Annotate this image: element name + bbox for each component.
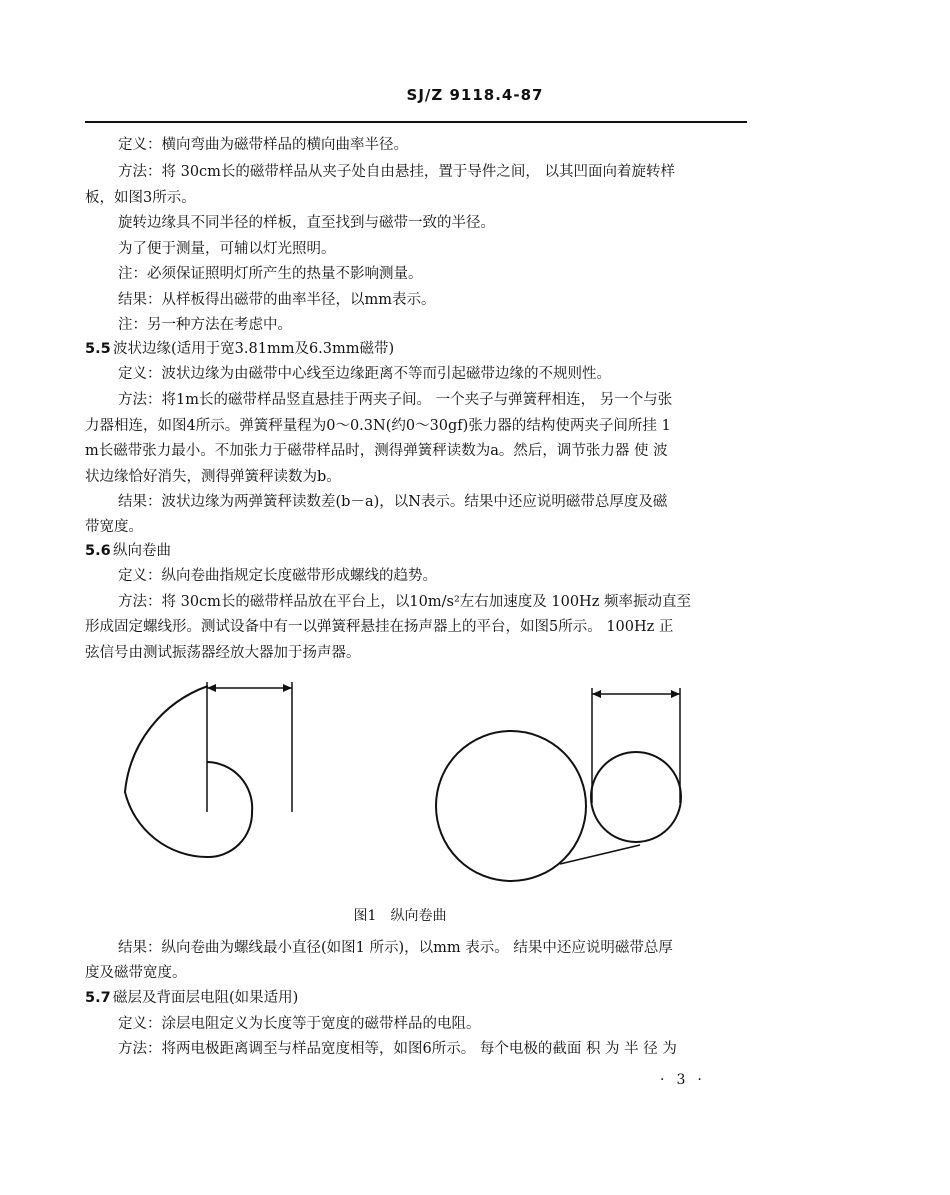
paragraph: m长磁带张力最小。不加张力于磁带样品时，测得弹簧秤读数为a。然后，调节张力器 使 波 bbox=[85, 443, 668, 459]
arrow-head bbox=[207, 684, 216, 692]
section-number: 5.5 bbox=[85, 341, 111, 357]
paragraph: 注：另一种方法在考虑中。 bbox=[118, 317, 292, 333]
figure-caption: 图1 纵向卷曲 bbox=[353, 908, 447, 924]
section-title: 波状边缘(适用于宽3.81mm及6.3mm磁带) bbox=[113, 341, 395, 357]
paragraph: 结果：从样板得出磁带的曲率半径，以mm表示。 bbox=[118, 292, 436, 308]
spiral-curve bbox=[125, 686, 252, 857]
arrow-head bbox=[671, 690, 680, 698]
paragraph: 为了便于测量，可辅以灯光照明。 bbox=[118, 241, 336, 257]
section-title: 纵向卷曲 bbox=[113, 543, 171, 559]
paragraph: 结果：纵向卷曲为螺线最小直径(如图1 所示)，以mm 表示。 结果中还应说明磁带总厚 bbox=[118, 940, 673, 956]
page-number: ·3· bbox=[660, 1072, 714, 1088]
section-heading-5-7 bbox=[85, 986, 745, 1012]
page-number-value: 3 bbox=[676, 1072, 698, 1088]
paragraph: 方法：将 30cm长的磁带样品从夹子处自由悬挂，置于导件之间， 以其凹面向着旋转样 bbox=[118, 164, 676, 180]
paragraph: 定义：涂层电阻定义为长度等于宽度的磁带样品的电阻。 bbox=[118, 1016, 481, 1032]
paragraph: 旋转边缘具不同半径的样板，直至找到与磁带一致的半径。 bbox=[118, 215, 495, 231]
tape-tail-line bbox=[560, 845, 640, 864]
paragraph: 板，如图3所示。 bbox=[85, 190, 196, 206]
small-circle bbox=[591, 752, 681, 842]
paragraph: 状边缘恰好消失，测得弹簧秤读数为b。 bbox=[85, 469, 341, 485]
paragraph: 带宽度。 bbox=[85, 519, 143, 535]
paragraph: 方法：将 30cm长的磁带样品放在平台上，以10m/s²左右加速度及 100Hz 频率振动直至 bbox=[118, 594, 691, 610]
large-circle bbox=[436, 731, 586, 881]
section-title: 磁层及背面层电阻(如果适用) bbox=[113, 990, 299, 1006]
paragraph: 力器相连，如图4所示。弹簧秤量程为0～0.3N(约0～30gf)张力器的结构使两夹子间所挂 1 bbox=[85, 418, 671, 434]
section-number: 5.6 bbox=[85, 543, 111, 559]
paragraph: 注：必须保证照明灯所产生的热量不影响测量。 bbox=[118, 266, 423, 282]
paragraph: 方法：将1m长的磁带样品竖直悬挂于两夹子间。 一个夹子与弹簧秤相连， 另一个与张 bbox=[118, 392, 673, 408]
paragraph: 结果：波状边缘为两弹簧秤读数差(b－a)，以N表示。结果中还应说明磁带总厚度及磁 bbox=[118, 494, 668, 510]
paragraph: 度及磁带宽度。 bbox=[85, 965, 187, 981]
arrow-head bbox=[283, 684, 292, 692]
paragraph: 形成固定螺线形。测试设备中有一以弹簧秤悬挂在扬声器上的平台，如图5所示。 100Hz 正 bbox=[85, 619, 674, 635]
paragraph: 定义：横向弯曲为磁带样品的横向曲率半径。 bbox=[118, 137, 408, 153]
paragraph: 定义：波状边缘为由磁带中心线至边缘距离不等而引起磁带边缘的不规则性。 bbox=[118, 366, 611, 382]
section-number: 5.7 bbox=[85, 990, 111, 1006]
paragraph: 弦信号由测试振荡器经放大器加于扬声器。 bbox=[85, 645, 361, 661]
arrow-head bbox=[592, 690, 601, 698]
paragraph: 方法：将两电极距离调至与样品宽度相等，如图6所示。 每个电极的截面 积 为 半 径 为 bbox=[118, 1041, 677, 1057]
document-code-header: SJ/Z 9118.4-87 bbox=[406, 86, 544, 104]
paragraph: 定义：纵向卷曲指规定长度磁带形成螺线的趋势。 bbox=[118, 568, 437, 584]
